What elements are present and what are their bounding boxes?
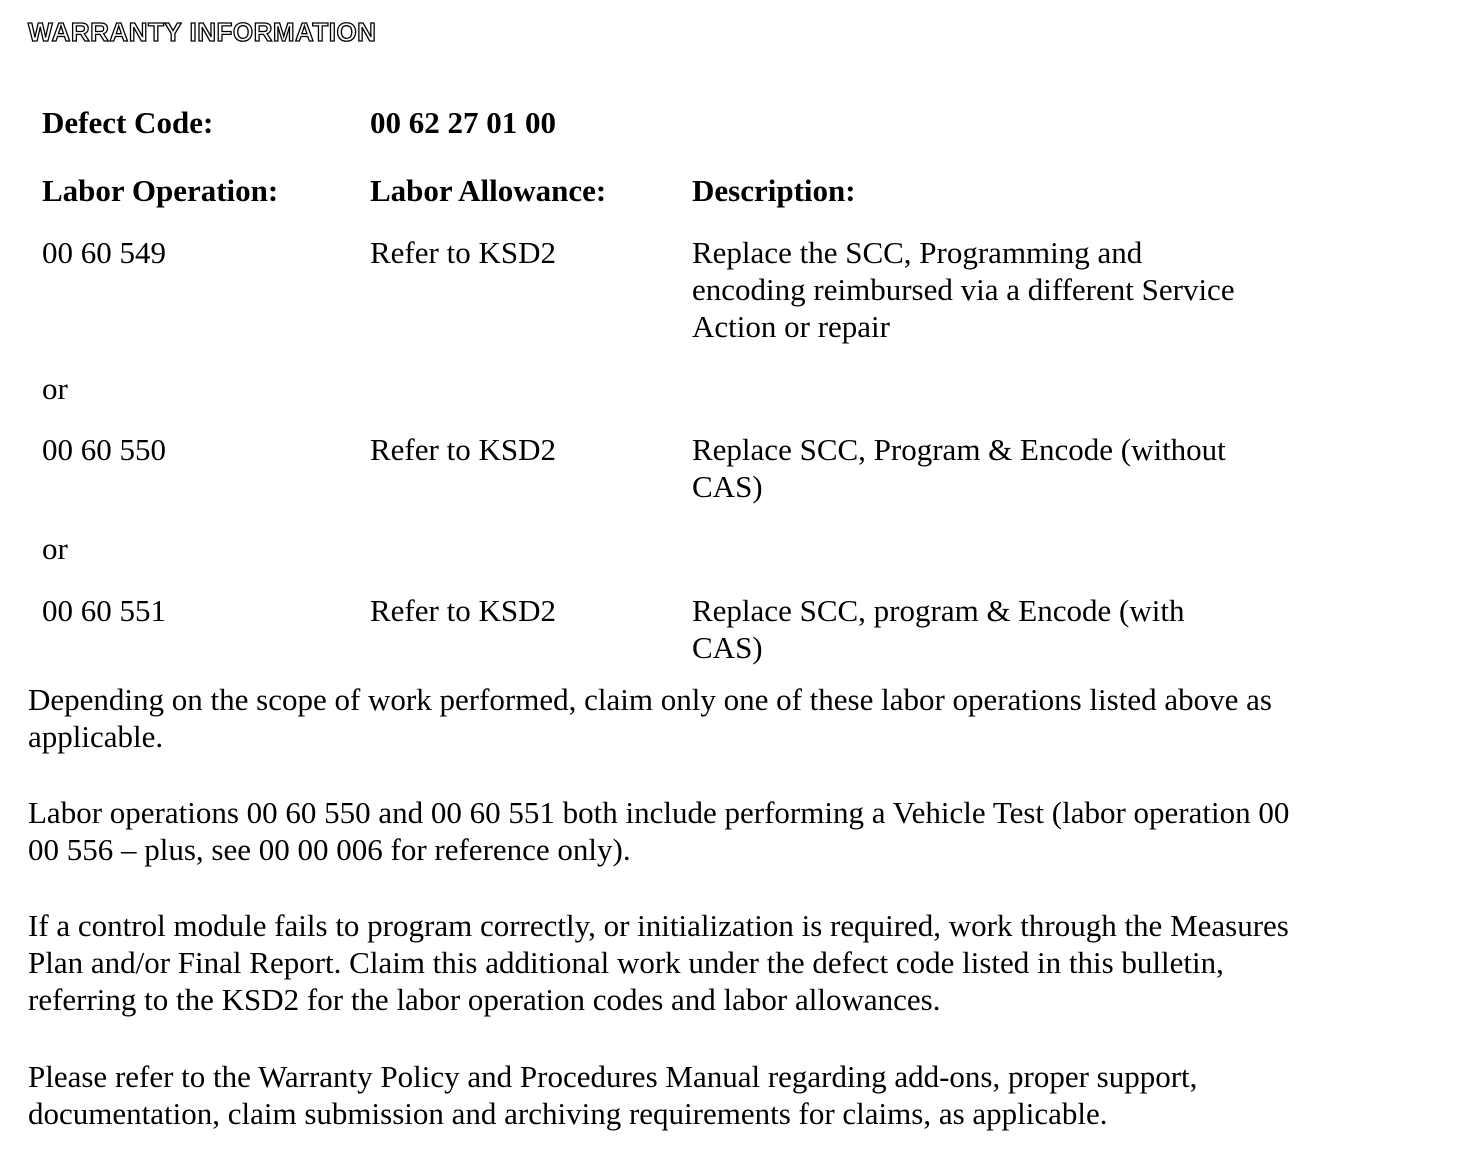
paragraph-line: applicable.	[28, 719, 164, 754]
description-line: Replace the SCC, Programming and	[692, 235, 1143, 270]
labor-operation-code: 00 60 550	[42, 432, 166, 467]
operation-description	[692, 592, 1184, 666]
or-separator: or	[42, 531, 68, 566]
description-line: encoding reimbursed via a different Service	[692, 272, 1235, 307]
labor-operation-code: 00 60 551	[42, 593, 166, 628]
description-line: Replace SCC, Program & Encode (without	[692, 432, 1226, 467]
defect-code-label: Defect Code:	[42, 105, 214, 140]
claim-scope-paragraph	[28, 681, 1428, 755]
description-line: Replace SCC, program & Encode (with	[692, 593, 1185, 628]
paragraph-line: 00 556 – plus, see 00 00 006 for reference only).	[28, 832, 631, 867]
description-header: Description:	[692, 173, 856, 208]
paragraph-line: Depending on the scope of work performed, claim only one of these labor operations listed above as	[28, 682, 1272, 717]
paragraph-line: If a control module fails to program correctly, or initialization is required, work through the Measures	[28, 908, 1289, 943]
description-line: CAS)	[692, 469, 763, 504]
defect-code-value: 00 62 27 01 00	[370, 105, 556, 140]
description-line: Action or repair	[692, 309, 890, 344]
paragraph-line: Plan and/or Final Report. Claim this additional work under the defect code listed in this bulletin,	[28, 945, 1224, 980]
labor-allowance-value: Refer to KSD2	[370, 432, 556, 467]
description-line: CAS)	[692, 630, 763, 665]
labor-operation-header: Labor Operation:	[42, 173, 279, 208]
paragraph-line: Labor operations 00 60 550 and 00 60 551 both include performing a Vehicle Test (labor operation 00	[28, 795, 1290, 830]
labor-allowance-value: Refer to KSD2	[370, 235, 556, 270]
labor-allowance-value: Refer to KSD2	[370, 593, 556, 628]
paragraph-line: referring to the KSD2 for the labor operation codes and labor allowances.	[28, 982, 941, 1017]
control-module-paragraph	[28, 907, 1428, 1018]
operation-description	[692, 431, 1226, 505]
labor-allowance-header: Labor Allowance:	[370, 173, 607, 208]
or-separator: or	[42, 371, 68, 406]
paragraph-line: Please refer to the Warranty Policy and Procedures Manual regarding add-ons, proper support,	[28, 1059, 1198, 1094]
operation-description	[692, 234, 1235, 345]
vehicle-test-paragraph	[28, 794, 1428, 868]
paragraph-line: documentation, claim submission and archiving requirements for claims, as applicable.	[28, 1096, 1108, 1131]
section-heading: WARRANTY INFORMATION	[28, 17, 377, 47]
policy-reference-paragraph	[28, 1058, 1428, 1132]
labor-operation-code: 00 60 549	[42, 235, 166, 270]
